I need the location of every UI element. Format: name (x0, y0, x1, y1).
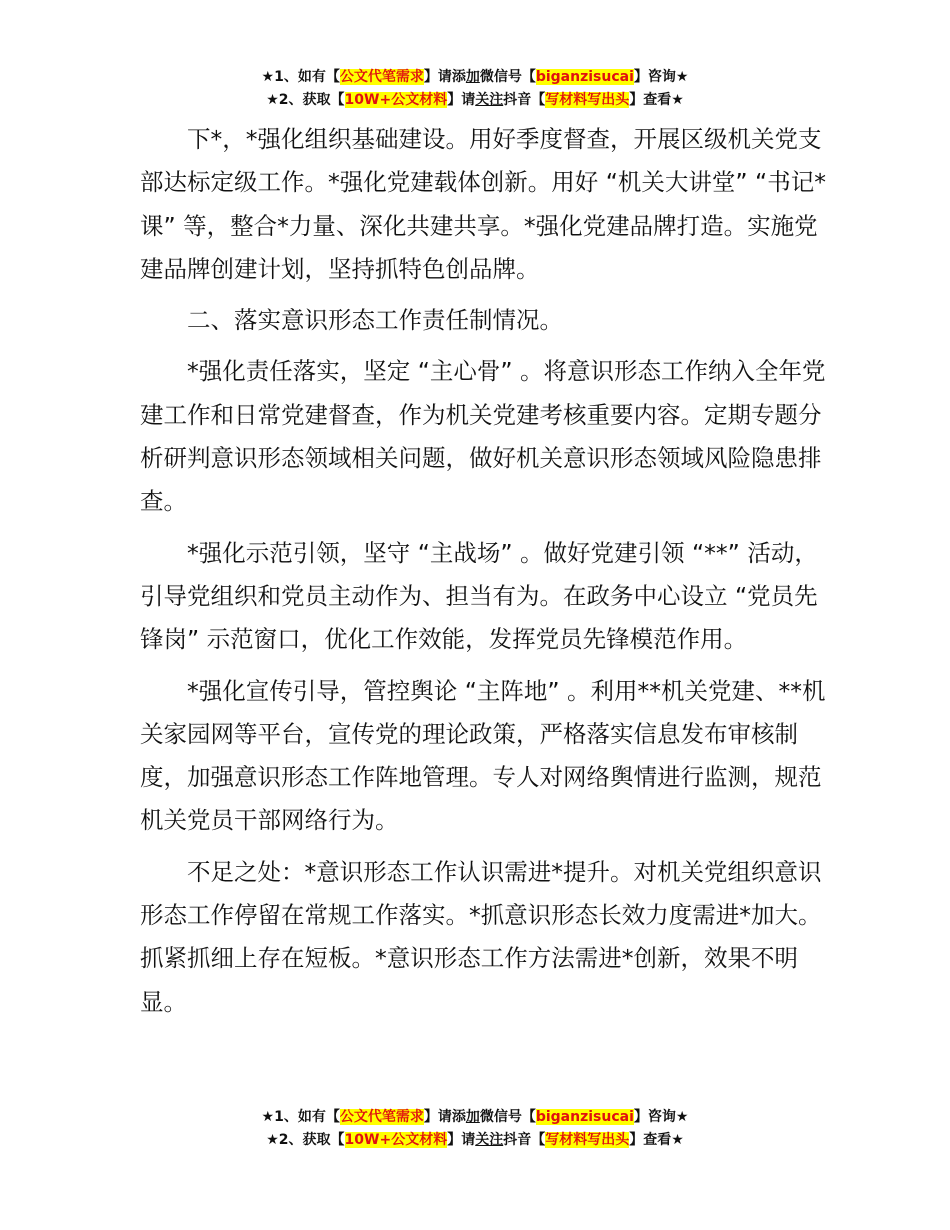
banner-text: 】咨询 (633, 1109, 676, 1125)
section-heading: 二、落实意识形态工作责任制情况。 (187, 306, 563, 335)
banner-text: 微信号【 (479, 1109, 536, 1125)
highlight-wechat-id: biganzisucai (535, 69, 634, 85)
banner-line-1 (0, 66, 950, 89)
star-icon: ★ (675, 69, 689, 85)
banner-text: 1、如有【 (274, 69, 340, 85)
banner-text-underlined: 加 (465, 1109, 480, 1125)
banner-text: 】请 (447, 92, 476, 108)
banner-line-2 (0, 89, 950, 112)
banner-text-underlined: 加 (465, 69, 480, 85)
banner-line-1 (0, 1106, 950, 1129)
highlight-service: 公文代笔需求 (339, 69, 424, 85)
banner-text-underlined: 关注 (475, 1132, 504, 1148)
banner-text: 】请添 (423, 69, 466, 85)
banner-text: 】咨询 (633, 69, 676, 85)
star-icon: ★ (671, 92, 684, 108)
paragraph-4: *强化示范引领，坚守 “主战场” 。做好党建引领 “**” 活动，引导党组织和党员主动作为、担当有为。在政务中心设立 “党员先锋岗” 示范窗口，优化工作效能，发挥党员先锋模范作用。 (140, 538, 818, 654)
banner-text: 】查看 (629, 1132, 672, 1148)
header-banner (0, 66, 950, 112)
banner-text: 微信号【 (479, 69, 536, 85)
highlight-wechat-id: biganzisucai (535, 1109, 634, 1125)
banner-text: 抖音【 (503, 92, 546, 108)
star-icon: ★ (675, 1109, 689, 1125)
star-icon: ★ (266, 1132, 279, 1148)
banner-line-2 (0, 1129, 950, 1152)
banner-text: 】请添 (423, 1109, 466, 1125)
star-icon: ★ (671, 1132, 684, 1148)
highlight-materials: 10W+公文材料 (344, 1132, 448, 1148)
highlight-douyin: 写材料写出头 (545, 1132, 630, 1148)
banner-text: 】请 (447, 1132, 476, 1148)
paragraph-1: 下*，*强化组织基础建设。用好季度督查，开展区级机关党支部达标定级工作。*强化党建载体创新。用好 “机关大讲堂” “书记*课” 等，整合*力量、深化共建共享。*强化党建品牌打造。实施党建品牌创建计划，坚持抓特色创品牌。 (140, 125, 826, 283)
highlight-materials: 10W+公文材料 (344, 92, 448, 108)
banner-text: 】查看 (629, 92, 672, 108)
paragraph-5: *强化宣传引导，管控舆论 “主阵地” 。利用**机关党建、**机关家园网等平台，宣传党的理论政策，严格落实信息发布审核制度，加强意识形态工作阵地管理。专人对网络舆情进行监测，规范机关党员干部网络行为。 (140, 676, 826, 835)
banner-text: 1、如有【 (274, 1109, 340, 1125)
banner-text: 抖音【 (503, 1132, 546, 1148)
star-icon: ★ (261, 69, 275, 85)
star-icon: ★ (261, 1109, 275, 1125)
document-body (140, 118, 830, 1024)
banner-text: 2、获取【 (278, 92, 345, 108)
star-icon: ★ (266, 92, 279, 108)
banner-text: 2、获取【 (278, 1132, 345, 1148)
paragraph-3: *强化责任落实，坚定 “主心骨” 。将意识形态工作纳入全年党建工作和日常党建督查，作为机关党建考核重要内容。定期专题分析研判意识形态领域相关问题，做好机关意识形态领域风险隐患排查。 (140, 357, 826, 516)
highlight-douyin: 写材料写出头 (545, 92, 630, 108)
banner-text-underlined: 关注 (475, 92, 504, 108)
paragraph-6: 不足之处：*意识形态工作认识需进*提升。对机关党组织意识形态工作停留在常规工作落实。*抓意识形态长效力度需进*加大。抓紧抓细上存在短板。*意识形态工作方法需进*创新，效果不明显。 (140, 857, 822, 1016)
footer-banner (0, 1106, 950, 1152)
highlight-service: 公文代笔需求 (339, 1109, 424, 1125)
